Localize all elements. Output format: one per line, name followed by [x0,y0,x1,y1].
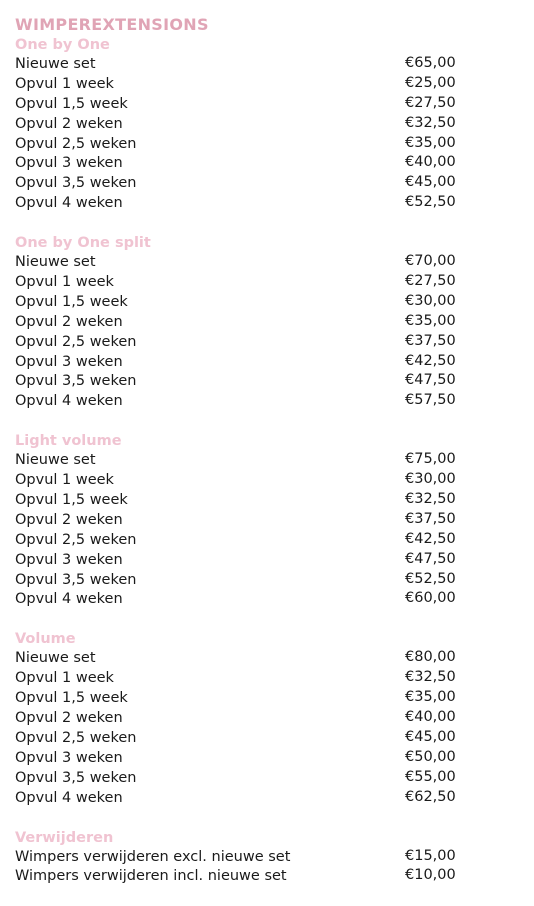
service-price: €45,00 [405,728,456,745]
service-label: Opvul 1 week [15,75,114,92]
price-sections [15,36,534,887]
service-price: €50,00 [405,748,456,765]
price-row [15,590,534,610]
service-label: Opvul 3,5 weken [15,373,137,390]
price-row [15,669,534,689]
service-label: Opvul 2 weken [15,115,123,132]
price-row [15,551,534,571]
page-title: WIMPEREXTENSIONS [15,15,209,34]
service-label: Opvul 1,5 week [15,95,128,112]
price-row [15,95,534,115]
section-title: One by One split [15,235,151,252]
service-price: €27,50 [405,273,456,290]
service-price: €42,50 [405,352,456,369]
service-price: €35,00 [405,134,456,151]
service-label: Opvul 2 weken [15,313,123,330]
service-price: €25,00 [405,74,456,91]
service-label: Opvul 3 weken [15,551,123,568]
price-row [15,571,534,591]
service-price: €37,50 [405,332,456,349]
service-label: Opvul 2,5 weken [15,531,137,548]
service-price: €27,50 [405,94,456,111]
service-label: Wimpers verwijderen excl. nieuwe set [15,848,291,865]
service-label: Opvul 4 weken [15,789,123,806]
service-label: Opvul 3,5 weken [15,769,137,786]
service-label: Opvul 2,5 weken [15,135,137,152]
service-price: €45,00 [405,174,456,191]
service-price: €32,50 [405,491,456,508]
section-title: Volume [15,631,76,648]
price-row [15,313,534,333]
service-label: Opvul 2,5 weken [15,729,137,746]
section-title: Verwijderen [15,829,114,846]
service-label: Opvul 2 weken [15,710,123,727]
price-row [15,333,534,353]
price-row [15,451,534,471]
service-price: €52,50 [405,570,456,587]
price-row [15,769,534,789]
service-label: Opvul 3 weken [15,749,123,766]
service-price: €35,00 [405,689,456,706]
price-section [15,630,534,808]
price-row [15,491,534,511]
price-row [15,253,534,273]
service-label: Opvul 1 week [15,274,114,291]
service-price: €30,00 [405,471,456,488]
section-title: Light volume [15,433,122,450]
service-label: Opvul 2 weken [15,511,123,528]
service-label: Opvul 1,5 week [15,293,128,310]
service-label: Opvul 2,5 weken [15,333,137,350]
price-row [15,392,534,412]
price-row [15,115,534,135]
price-section [15,829,534,888]
service-price: €47,50 [405,372,456,389]
price-row [15,154,534,174]
service-label: Opvul 3 weken [15,353,123,370]
service-price: €42,50 [405,530,456,547]
service-price: €75,00 [405,451,456,468]
service-price: €55,00 [405,768,456,785]
service-price: €65,00 [405,55,456,71]
service-label: Nieuwe set [15,56,96,72]
service-price: €32,50 [405,114,456,131]
service-label: Nieuwe set [15,452,96,469]
service-label: Nieuwe set [15,650,96,667]
service-price: €70,00 [405,253,456,270]
service-label: Opvul 1 week [15,472,114,489]
service-price: €40,00 [405,154,456,171]
service-price: €52,50 [405,194,456,211]
price-row [15,135,534,155]
section-title: One by One [15,37,110,53]
service-price: €15,00 [405,847,456,864]
service-label: Opvul 1 week [15,670,114,687]
service-price: €57,50 [405,392,456,409]
service-label: Opvul 3,5 weken [15,175,137,192]
price-section [15,36,534,214]
price-row [15,709,534,729]
price-row [15,729,534,749]
service-price: €80,00 [405,649,456,666]
service-price: €10,00 [405,867,456,884]
price-row [15,75,534,95]
service-label: Nieuwe set [15,254,96,271]
service-price: €30,00 [405,292,456,309]
price-row [15,789,534,809]
service-price: €60,00 [405,590,456,607]
price-row [15,273,534,293]
price-section [15,234,534,412]
price-row [15,471,534,491]
service-price: €32,50 [405,669,456,686]
price-section [15,432,534,610]
service-price: €62,50 [405,788,456,805]
price-row [15,55,534,75]
service-label: Wimpers verwijderen incl. nieuwe set [15,868,287,885]
price-row [15,649,534,669]
service-price: €35,00 [405,312,456,329]
price-row [15,689,534,709]
price-row [15,372,534,392]
price-row [15,848,534,868]
service-price: €47,50 [405,550,456,567]
price-row [15,174,534,194]
service-label: Opvul 1,5 week [15,690,128,707]
price-row [15,293,534,313]
service-label: Opvul 1,5 week [15,492,128,509]
service-price: €37,50 [405,510,456,527]
price-row [15,531,534,551]
service-label: Opvul 3 weken [15,155,123,172]
service-price: €40,00 [405,709,456,726]
price-row [15,867,534,887]
price-row [15,511,534,531]
price-row [15,194,534,214]
service-label: Opvul 4 weken [15,195,123,212]
price-row [15,749,534,769]
price-row [15,353,534,373]
service-label: Opvul 4 weken [15,591,123,608]
service-label: Opvul 3,5 weken [15,571,137,588]
service-label: Opvul 4 weken [15,393,123,410]
